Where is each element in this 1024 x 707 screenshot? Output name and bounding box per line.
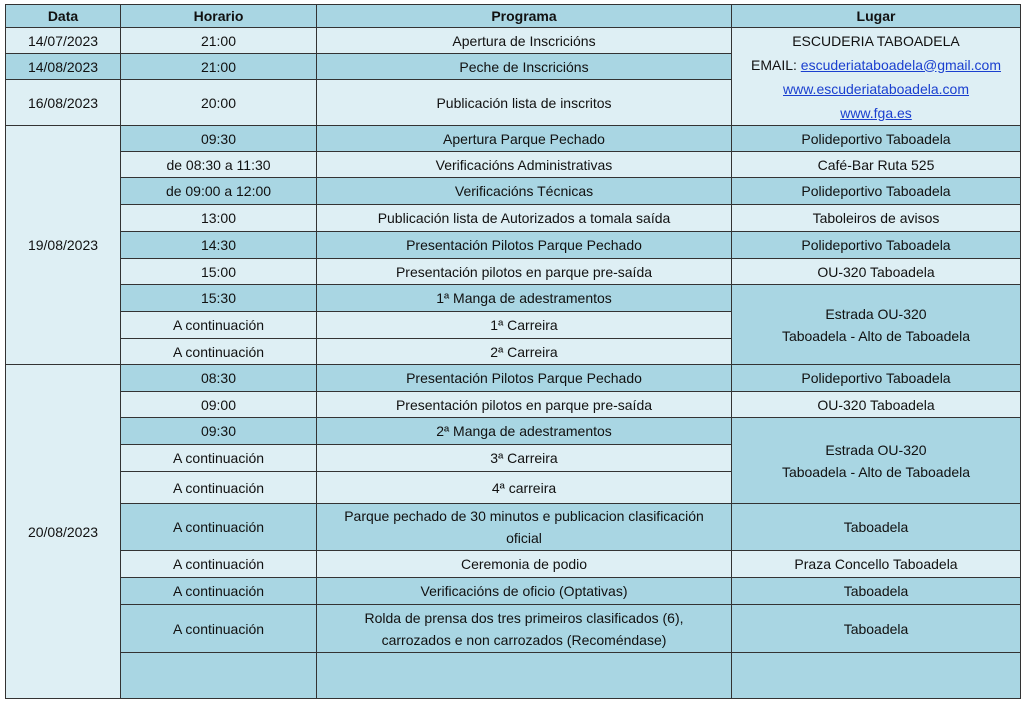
header-data: Data	[6, 5, 121, 28]
program-cell: Publicación lista de Autorizados a tomala saída	[317, 205, 732, 232]
location-cell: Taboadela	[732, 605, 1021, 653]
time-cell: A continuación	[121, 578, 317, 605]
program-cell: Publicación lista de inscritos	[317, 80, 732, 126]
program-cell	[317, 605, 732, 653]
time-cell: 09:30	[121, 418, 317, 445]
location-cell: Praza Concello Taboadela	[732, 551, 1021, 578]
time-cell: A continuación	[121, 605, 317, 653]
location-cell: Taboadela	[732, 578, 1021, 605]
location-cell: Polideportivo Taboadela	[732, 232, 1021, 259]
program-cell: Presentación Pilotos Parque Pechado	[317, 365, 732, 392]
time-cell: 21:00	[121, 28, 317, 54]
time-cell: 13:00	[121, 205, 317, 232]
table-row	[6, 285, 1021, 312]
program-cell: Presentación pilotos en parque pre-saída	[317, 392, 732, 418]
date-cell: 16/08/2023	[6, 80, 121, 126]
location-cell: Café-Bar Ruta 525	[732, 152, 1021, 178]
program-line: Parque pechado de 30 minutos e publicacion clasificación	[344, 508, 704, 524]
program-cell: 4ª carreira	[317, 472, 732, 504]
table-row	[6, 605, 1021, 653]
time-cell: 15:30	[121, 285, 317, 312]
location-cell: Polideportivo Taboadela	[732, 178, 1021, 205]
table-row	[6, 259, 1021, 285]
program-cell: 2ª Manga de adestramentos	[317, 418, 732, 445]
location-cell: OU-320 Taboadela	[732, 392, 1021, 418]
time-cell: 20:00	[121, 80, 317, 126]
table-row	[6, 418, 1021, 445]
time-cell: de 08:30 a 11:30	[121, 152, 317, 178]
location-cell: Polideportivo Taboadela	[732, 126, 1021, 152]
email-line	[736, 53, 1016, 77]
program-cell: Peche de Inscricións	[317, 54, 732, 80]
program-cell: Presentación Pilotos Parque Pechado	[317, 232, 732, 259]
table-row	[6, 578, 1021, 605]
program-cell: Apertura Parque Pechado	[317, 126, 732, 152]
location-cell: OU-320 Taboadela	[732, 259, 1021, 285]
location-line: Taboadela - Alto de Taboadela	[781, 327, 971, 344]
location-cell-merged	[732, 285, 1021, 365]
time-cell: 09:00	[121, 392, 317, 418]
time-cell: A continuación	[121, 339, 317, 365]
time-cell: A continuación	[121, 445, 317, 472]
location-line: Taboadela - Alto de Taboadela	[781, 463, 971, 480]
time-cell: de 09:00 a 12:00	[121, 178, 317, 205]
time-cell: A continuación	[121, 312, 317, 339]
table-row	[6, 504, 1021, 551]
organizer-name: ESCUDERIA TABOADELA	[792, 32, 960, 49]
header-programa: Programa	[317, 5, 732, 28]
location-cell-merged	[732, 418, 1021, 504]
table-row	[6, 232, 1021, 259]
time-cell: A continuación	[121, 504, 317, 551]
program-cell	[317, 504, 732, 551]
website-link-fga[interactable]: www.fga.es	[840, 104, 912, 121]
empty-cell	[121, 653, 317, 699]
location-cell: Taboleiros de avisos	[732, 205, 1021, 232]
header-horario: Horario	[121, 5, 317, 28]
time-cell: A continuación	[121, 472, 317, 504]
email-label: EMAIL:	[750, 56, 797, 73]
time-cell: 21:00	[121, 54, 317, 80]
location-line: Estrada OU-320	[825, 441, 927, 458]
table-row	[6, 365, 1021, 392]
date-cell: 14/07/2023	[6, 28, 121, 54]
program-cell: 2ª Carreira	[317, 339, 732, 365]
email-link[interactable]: escuderiataboadela@gmail.com	[800, 56, 1001, 73]
table-row	[6, 152, 1021, 178]
program-line: Rolda de prensa dos tres primeiros clasificados (6),	[364, 609, 684, 626]
date-cell: 20/08/2023	[6, 365, 121, 699]
table-row	[6, 205, 1021, 232]
table-row	[6, 551, 1021, 578]
table-row	[6, 28, 1021, 54]
program-cell: Ceremonia de podio	[317, 551, 732, 578]
program-cell: Verificacións Técnicas	[317, 178, 732, 205]
location-cell: Polideportivo Taboadela	[732, 365, 1021, 392]
header-row	[6, 5, 1021, 28]
program-line: carrozados e non carrozados (Recoméndase)	[381, 631, 667, 648]
program-cell: Apertura de Inscricións	[317, 28, 732, 54]
table-row	[6, 126, 1021, 152]
table-row-empty	[6, 653, 1021, 699]
time-cell: 08:30	[121, 365, 317, 392]
table-row	[6, 392, 1021, 418]
program-cell: 3ª Carreira	[317, 445, 732, 472]
empty-cell	[317, 653, 732, 699]
location-contact-cell	[732, 28, 1021, 126]
program-cell: 1ª Carreira	[317, 312, 732, 339]
table-row	[6, 178, 1021, 205]
program-cell: 1ª Manga de adestramentos	[317, 285, 732, 312]
schedule-table	[5, 4, 1021, 699]
program-cell: Presentación pilotos en parque pre-saída	[317, 259, 732, 285]
time-cell: A continuación	[121, 551, 317, 578]
header-lugar: Lugar	[732, 5, 1021, 28]
program-cell: Verificacións Administrativas	[317, 152, 732, 178]
location-cell: Taboadela	[732, 504, 1021, 551]
time-cell: 09:30	[121, 126, 317, 152]
time-cell: 15:00	[121, 259, 317, 285]
date-cell: 14/08/2023	[6, 54, 121, 80]
website-link-escuderia[interactable]: www.escuderiataboadela.com	[783, 80, 969, 97]
program-line: oficial	[506, 530, 542, 546]
empty-cell	[732, 653, 1021, 699]
time-cell: 14:30	[121, 232, 317, 259]
program-cell: Verificacións de oficio (Optativas)	[317, 578, 732, 605]
location-line: Estrada OU-320	[825, 305, 927, 322]
date-cell: 19/08/2023	[6, 126, 121, 365]
